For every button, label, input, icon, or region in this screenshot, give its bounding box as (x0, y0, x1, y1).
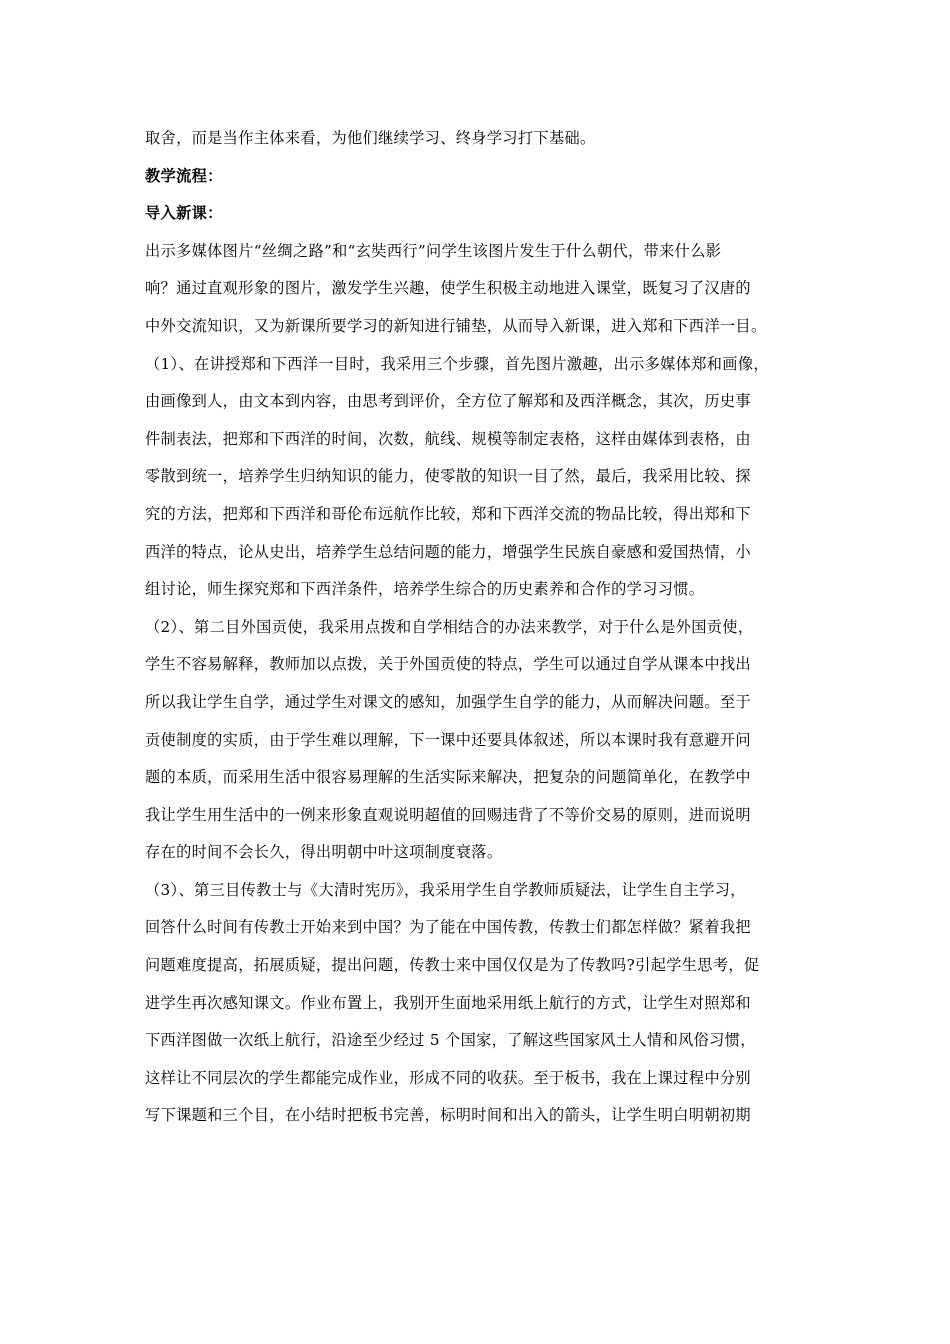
text-line: 中外交流知识，又为新课所要学习的新知进行铺垫，从而导入新课，进入郑和下西洋一目。 (145, 316, 767, 335)
text-line: 取舍，而是当作主体来看，为他们继续学习、终身学习打下基础。 (145, 129, 596, 147)
text-line: （3）、第三目传教士与《大清时宪历》，我采用学生自学教师质疑法，让学生自主学习， (145, 880, 746, 899)
text-line: 题的本质，而采用生活中很容易理解的生活实际来解决，把复杂的问题简单化，在教学中 (145, 768, 751, 787)
text-line: 出示多媒体图片“丝绸之路”和“玄奘西行”问学生该图片发生于什么朝代，带来什么影 (145, 241, 722, 260)
text-line: （1）、在讲授郑和下西洋一目时，我采用三个步骤，首先图片激趣，出示多媒体郑和画像， (145, 354, 769, 373)
text-line: 我让学生用生活中的一例来形象直观说明超值的回赐违背了不等价交易的原则，进而说明 (145, 805, 751, 824)
text-line: 存在的时间不会长久，得出明朝中叶这项制度衰落。 (145, 843, 503, 862)
text-line: 这样让不同层次的学生都能完成作业，形成不同的收获。至于板书，我在上课过程中分别 (145, 1068, 751, 1087)
text-line: 下西洋图做一次纸上航行，沿途至少经过 5 个国家，了解这些国家风土人情和风俗习惯， (145, 1031, 756, 1050)
text-line: 贡使制度的实质，由于学生难以理解，下一课中还要具体叙述，所以本课时我有意避开问 (145, 730, 751, 749)
document-page (145, 120, 825, 1135)
text-line: 学生不容易解释，教师加以点拨，关于外国贡使的特点，学生可以通过自学从课本中找出 (145, 655, 751, 674)
text-line: 响？通过直观形象的图片，激发学生兴趣，使学生积极主动地进入课堂，既复习了汉唐的 (145, 279, 751, 298)
text-line: 究的方法，把郑和下西洋和哥伦布远航作比较，郑和下西洋交流的物品比较，得出郑和下 (145, 504, 751, 523)
text-line: 问题难度提高，拓展质疑，提出问题，传教士来中国仅仅是为了传教吗?引起学生思考，促 (145, 956, 760, 975)
section-heading: 导入新课： (145, 204, 223, 223)
text-line: 零散到统一，培养学生归纳知识的能力，使零散的知识一目了然，最后，我采用比较、探 (145, 467, 751, 486)
text-line: 写下课题和三个目，在小结时把板书完善，标明时间和出入的箭头，让学生明白明朝初期 (145, 1106, 751, 1125)
text-line: （2）、第二目外国贡使，我采用点拨和自学相结合的办法来教学，对于什么是外国贡使， (145, 617, 754, 636)
text-line: 进学生再次感知课文。作业布置上，我别开生面地采用纸上航行的方式，让学生对照郑和 (145, 993, 751, 1012)
text-line: 组讨论，师生探究郑和下西洋条件，培养学生综合的历史素养和合作的学习习惯。 (145, 580, 705, 599)
text-line: 西洋的特点，论从史出，培养学生总结问题的能力，增强学生民族自豪感和爱国热情，小 (145, 542, 751, 561)
text-line: 所以我让学生自学，通过学生对课文的感知，加强学生自学的能力，从而解决问题。至于 (145, 692, 751, 711)
section-heading: 教学流程： (145, 166, 223, 185)
text-line: 由画像到人，由文本到内容，由思考到评价，全方位了解郑和及西洋概念，其次，历史事 (145, 392, 751, 411)
text-line: 回答什么时间有传教士开始来到中国？为了能在中国传教，传教士们都怎样做？紧着我把 (145, 918, 751, 937)
text-line: 件制表法，把郑和下西洋的时间，次数，航线、规模等制定表格，这样由媒体到表格，由 (145, 429, 751, 448)
